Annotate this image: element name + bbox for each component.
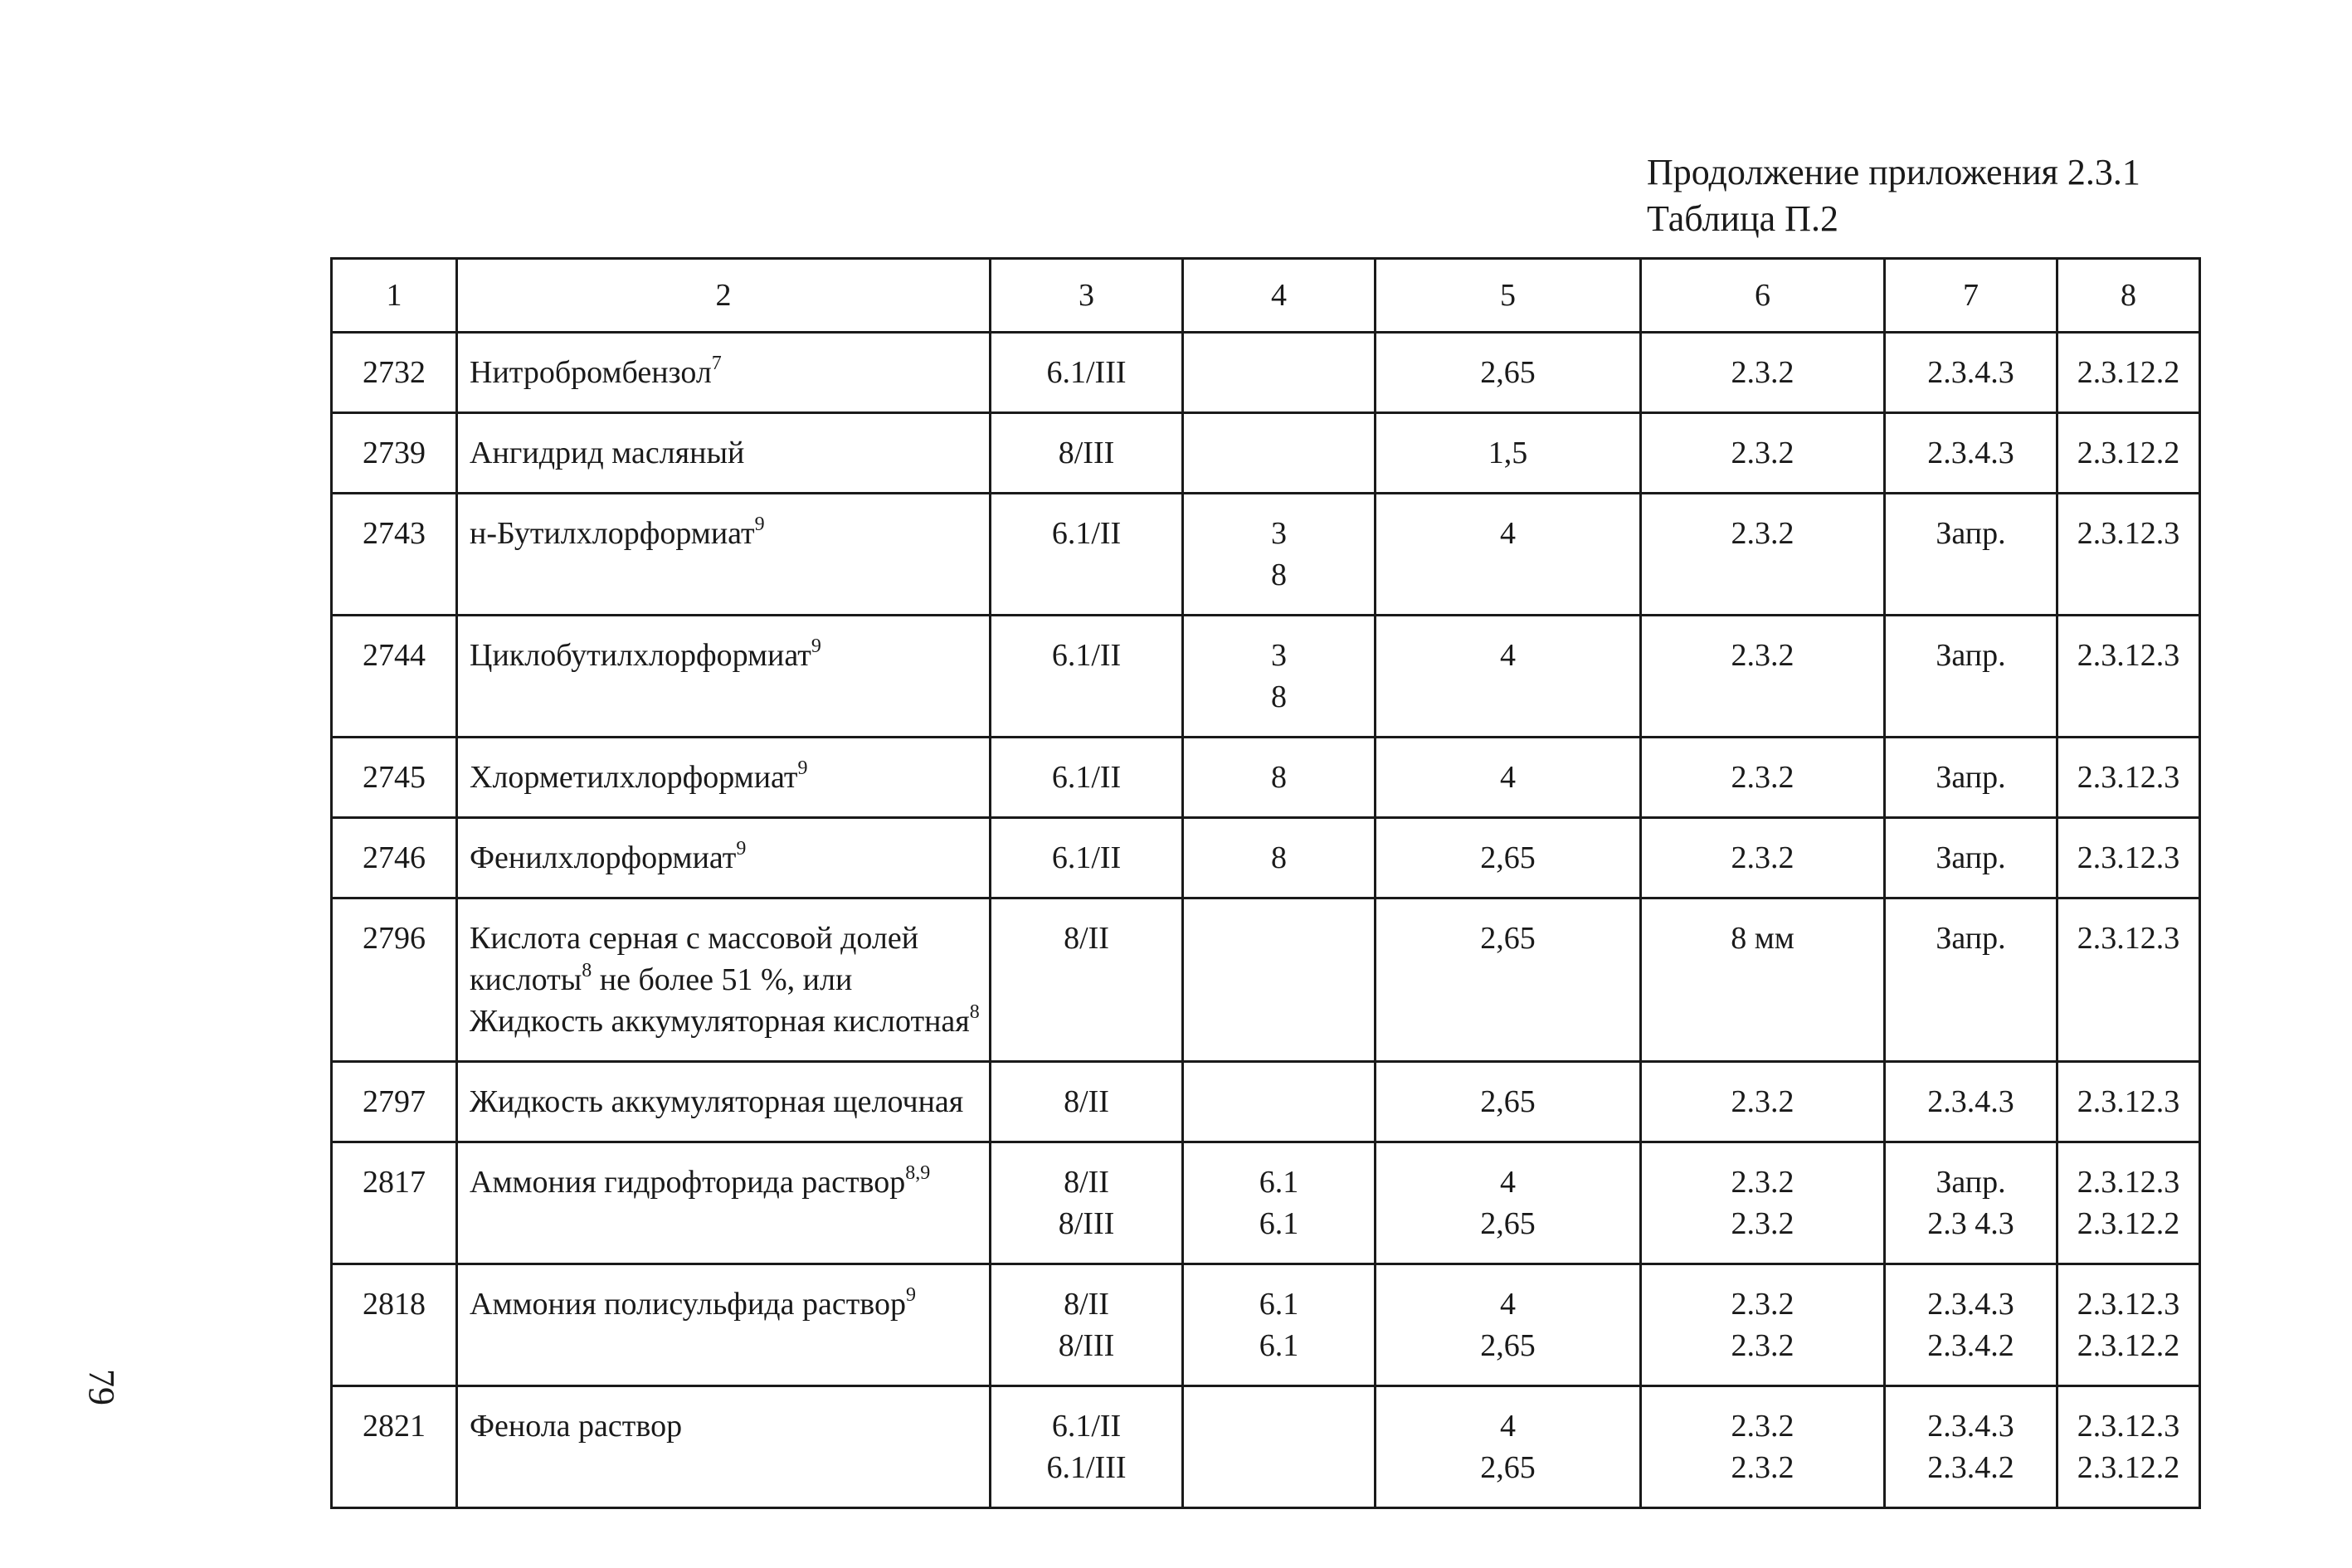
cell-value: 2.3.12.2: [2077, 1328, 2180, 1363]
page-number: 79: [81, 1369, 122, 1405]
column-7-cell: [1885, 818, 2057, 898]
un-number-cell: 2745: [332, 738, 457, 818]
column-3-cell: [991, 1062, 1183, 1142]
cell-value: 8: [1271, 760, 1287, 795]
cell-value: 2.3.12.2: [2077, 1450, 2180, 1485]
cell-value: 2.3.4.2: [1927, 1450, 2014, 1485]
cell-value: Запр.: [1936, 840, 2006, 875]
table-row: [332, 1062, 2200, 1142]
cell-value: 6.1/II: [1051, 638, 1122, 673]
column-7-cell: [1885, 413, 2057, 494]
un-number-cell: 2746: [332, 818, 457, 898]
cell-value: 6.1/III: [1046, 355, 1127, 390]
column-5-cell: [1376, 494, 1641, 616]
cell-value: 2,65: [1480, 355, 1536, 390]
cell-value: 2.3.4.2: [1927, 1328, 2014, 1363]
column-4-cell: [1183, 818, 1376, 898]
column-8-cell: [2057, 818, 2200, 898]
footnote-ref: 9: [797, 757, 808, 779]
column-6-cell: [1641, 1062, 1885, 1142]
cell-value: 4: [1500, 1287, 1516, 1322]
cell-value: 2.3.2: [1731, 1287, 1794, 1322]
column-6-cell: [1641, 1264, 1885, 1386]
substance-name-cell: [457, 1264, 991, 1386]
substance-name-cell: [457, 738, 991, 818]
substances-table: [330, 257, 2201, 1509]
column-7-cell: [1885, 1142, 2057, 1264]
column-8-cell: [2057, 898, 2200, 1062]
cell-value: 2.3.12.3: [2077, 516, 2180, 551]
table-label: Таблица П.2: [1647, 198, 1838, 239]
table-row: [332, 738, 2200, 818]
substance-name: Фенилхлорформиат: [470, 840, 737, 875]
substance-name: Циклобутилхлорформиат: [470, 638, 811, 673]
table-header-row: [332, 259, 2200, 333]
cell-value: Запр.: [1936, 921, 2006, 956]
cell-value: 2.3.12.3: [2077, 638, 2180, 673]
column-8-cell: [2057, 333, 2200, 413]
cell-value: 8/II: [1064, 921, 1109, 956]
column-4-cell: [1183, 1264, 1376, 1386]
column-header-8: 8: [2057, 259, 2200, 333]
cell-value: 6.1/II: [1051, 516, 1122, 551]
un-number-cell: 2797: [332, 1062, 457, 1142]
un-number-cell: 2743: [332, 494, 457, 616]
column-6-cell: [1641, 1142, 1885, 1264]
table-row: [332, 1386, 2200, 1508]
substance-name: Ангидрид масляный: [470, 436, 745, 470]
cell-value: 8 мм: [1731, 921, 1794, 956]
column-3-cell: [991, 738, 1183, 818]
cell-value: 6.1: [1259, 1165, 1299, 1200]
cell-value: 8/III: [1058, 1206, 1115, 1241]
table-row: [332, 1264, 2200, 1386]
table-row: [332, 494, 2200, 616]
column-7-cell: [1885, 898, 2057, 1062]
column-3-cell: [991, 818, 1183, 898]
cell-value: 8: [1271, 558, 1287, 592]
cell-value: 8: [1271, 679, 1287, 714]
footnote-ref: 8,9: [905, 1162, 931, 1184]
column-4-cell: [1183, 1062, 1376, 1142]
cell-value: 2.3.12.3: [2077, 760, 2180, 795]
footnote-ref: 8: [969, 1001, 980, 1023]
column-header-4: 4: [1183, 259, 1376, 333]
cell-value: 2.3.12.3: [2077, 921, 2180, 956]
cell-value: 8/II: [1064, 1084, 1109, 1119]
column-6-cell: [1641, 818, 1885, 898]
column-6-cell: [1641, 1386, 1885, 1508]
column-7-cell: [1885, 1062, 2057, 1142]
column-5-cell: [1376, 898, 1641, 1062]
cell-value: 2,65: [1480, 1084, 1536, 1119]
column-4-cell: [1183, 616, 1376, 738]
cell-value: 2.3.4.3: [1927, 436, 2014, 470]
column-header-2: 2: [457, 259, 991, 333]
footnote-ref: 7: [711, 353, 722, 374]
table-row: [332, 818, 2200, 898]
table-heading: [1647, 149, 2140, 242]
substance-name: Аммония гидрофторида раствор: [470, 1165, 906, 1200]
column-3-cell: [991, 494, 1183, 616]
column-5-cell: [1376, 738, 1641, 818]
column-8-cell: [2057, 1386, 2200, 1508]
column-5-cell: [1376, 1142, 1641, 1264]
substance-name-cell: [457, 333, 991, 413]
cell-value: 2.3.12.3: [2077, 1084, 2180, 1119]
substance-name-cell: [457, 818, 991, 898]
cell-value: 2.3.12.3: [2077, 1287, 2180, 1322]
footnote-ref: 8: [582, 960, 592, 981]
column-7-cell: [1885, 333, 2057, 413]
cell-value: 2.3 4.3: [1927, 1206, 2014, 1241]
column-header-1: 1: [332, 259, 457, 333]
cell-value: 8/II: [1064, 1165, 1109, 1200]
column-8-cell: [2057, 738, 2200, 818]
substance-name: Жидкость аккумуляторная щелочная: [470, 1084, 964, 1119]
cell-value: 4: [1500, 516, 1516, 551]
cell-value: 2.3.2: [1731, 1206, 1794, 1241]
table-row: [332, 1142, 2200, 1264]
column-7-cell: [1885, 1264, 2057, 1386]
appendix-continuation-title: Продолжение приложения 2.3.1: [1647, 152, 2140, 192]
cell-value: 3: [1271, 516, 1287, 551]
footnote-ref: 9: [906, 1284, 916, 1306]
column-3-cell: [991, 898, 1183, 1062]
column-4-cell: [1183, 333, 1376, 413]
cell-value: 2.3.2: [1731, 1409, 1794, 1444]
cell-value: 2.3.2: [1731, 1165, 1794, 1200]
cell-value: 2,65: [1480, 840, 1536, 875]
column-8-cell: [2057, 1142, 2200, 1264]
cell-value: 2,65: [1480, 1328, 1536, 1363]
cell-value: 2,65: [1480, 921, 1536, 956]
cell-value: Запр.: [1936, 516, 2006, 551]
cell-value: 4: [1500, 638, 1516, 673]
cell-value: 2.3.2: [1731, 516, 1794, 551]
un-number-cell: 2739: [332, 413, 457, 494]
substance-name: Аммония полисульфида раствор: [470, 1287, 906, 1322]
column-header-5: 5: [1376, 259, 1641, 333]
un-number-cell: 2817: [332, 1142, 457, 1264]
column-4-cell: [1183, 1386, 1376, 1508]
un-number-cell: 2821: [332, 1386, 457, 1508]
table-row: [332, 616, 2200, 738]
cell-value: 2.3.12.3: [2077, 1165, 2180, 1200]
cell-value: Запр.: [1936, 1165, 2006, 1200]
column-4-cell: [1183, 494, 1376, 616]
cell-value: 2.3.12.2: [2077, 355, 2180, 390]
column-5-cell: [1376, 616, 1641, 738]
column-8-cell: [2057, 494, 2200, 616]
cell-value: 4: [1500, 1409, 1516, 1444]
substance-name-cell: [457, 616, 991, 738]
column-6-cell: [1641, 333, 1885, 413]
un-number-cell: 2796: [332, 898, 457, 1062]
cell-value: 6.1/II: [1051, 840, 1122, 875]
column-5-cell: [1376, 1264, 1641, 1386]
substance-name-cell: [457, 413, 991, 494]
cell-value: 2.3.2: [1731, 638, 1794, 673]
cell-value: 1,5: [1488, 436, 1528, 470]
column-3-cell: [991, 333, 1183, 413]
cell-value: 2.3.2: [1731, 840, 1794, 875]
column-6-cell: [1641, 738, 1885, 818]
cell-value: 6.1/II: [1051, 1409, 1122, 1444]
cell-value: 6.1: [1259, 1206, 1299, 1241]
cell-value: 2.3.12.2: [2077, 1206, 2180, 1241]
column-6-cell: [1641, 616, 1885, 738]
column-3-cell: [991, 1386, 1183, 1508]
column-5-cell: [1376, 818, 1641, 898]
footnote-ref: 9: [736, 838, 747, 859]
column-6-cell: [1641, 413, 1885, 494]
substance-name-cell: Кислота серная с массовой долей кислоты$^8$ не более 51 %, или Жидкость аккумуляторная кислотная$^8$: [457, 898, 991, 1062]
footnote-ref: 9: [754, 514, 765, 535]
substance-name: н-Бутилхлорформиат: [470, 516, 755, 551]
column-4-cell: [1183, 738, 1376, 818]
cell-value: 8/III: [1058, 1328, 1115, 1363]
cell-value: 8/II: [1064, 1287, 1109, 1322]
column-8-cell: [2057, 413, 2200, 494]
footnote-ref: 9: [811, 635, 821, 657]
column-header-7: 7: [1885, 259, 2057, 333]
column-7-cell: [1885, 494, 2057, 616]
column-5-cell: [1376, 1386, 1641, 1508]
cell-value: 2.3.4.3: [1927, 1287, 2014, 1322]
cell-value: 2.3.2: [1731, 355, 1794, 390]
cell-value: 2.3.2: [1731, 1450, 1794, 1485]
cell-value: 6.1: [1259, 1328, 1299, 1363]
cell-value: 4: [1500, 1165, 1516, 1200]
column-8-cell: [2057, 616, 2200, 738]
table-row: [332, 333, 2200, 413]
column-5-cell: [1376, 413, 1641, 494]
cell-value: 2.3.4.3: [1927, 1409, 2014, 1444]
cell-value: 2.3.12.3: [2077, 1409, 2180, 1444]
cell-value: 4: [1500, 760, 1516, 795]
cell-value: 2.3.2: [1731, 436, 1794, 470]
cell-value: Запр.: [1936, 638, 2006, 673]
cell-value: 6.1/III: [1046, 1450, 1127, 1485]
cell-value: 2.3.12.2: [2077, 436, 2180, 470]
cell-value: 6.1/II: [1051, 760, 1122, 795]
column-7-cell: [1885, 738, 2057, 818]
column-7-cell: [1885, 616, 2057, 738]
column-header-3: 3: [991, 259, 1183, 333]
cell-value: 2.3.2: [1731, 760, 1794, 795]
column-4-cell: [1183, 1142, 1376, 1264]
cell-value: 2.3.2: [1731, 1328, 1794, 1363]
column-3-cell: [991, 1142, 1183, 1264]
substance-name-cell: [457, 494, 991, 616]
cell-value: 2,65: [1480, 1206, 1536, 1241]
substance-name-cell: [457, 1142, 991, 1264]
cell-value: 8: [1271, 840, 1287, 875]
cell-value: 2.3.2: [1731, 1084, 1794, 1119]
column-5-cell: [1376, 333, 1641, 413]
substance-name-cell: [457, 1062, 991, 1142]
column-5-cell: [1376, 1062, 1641, 1142]
column-4-cell: [1183, 898, 1376, 1062]
table-row: [332, 898, 2200, 1062]
column-3-cell: [991, 1264, 1183, 1386]
substance-name: Фенола раствор: [470, 1409, 683, 1444]
cell-value: 6.1: [1259, 1287, 1299, 1322]
table-body: [332, 259, 2200, 1508]
cell-value: 2.3.12.3: [2077, 840, 2180, 875]
cell-value: Запр.: [1936, 760, 2006, 795]
substance-name: Нитробромбензол: [470, 355, 712, 390]
substance-name-cell: [457, 1386, 991, 1508]
cell-value: 8/III: [1058, 436, 1115, 470]
column-6-cell: [1641, 494, 1885, 616]
cell-value: 3: [1271, 638, 1287, 673]
column-3-cell: [991, 616, 1183, 738]
un-number-cell: 2732: [332, 333, 457, 413]
column-header-6: 6: [1641, 259, 1885, 333]
cell-value: 2.3.4.3: [1927, 1084, 2014, 1119]
column-8-cell: [2057, 1062, 2200, 1142]
column-8-cell: [2057, 1264, 2200, 1386]
cell-value: 2.3.4.3: [1927, 355, 2014, 390]
column-7-cell: [1885, 1386, 2057, 1508]
table-row: [332, 413, 2200, 494]
column-6-cell: [1641, 898, 1885, 1062]
substance-name: Хлорметилхлорформиат: [470, 760, 798, 795]
un-number-cell: 2818: [332, 1264, 457, 1386]
cell-value: 2,65: [1480, 1450, 1536, 1485]
column-4-cell: [1183, 413, 1376, 494]
un-number-cell: 2744: [332, 616, 457, 738]
column-3-cell: [991, 413, 1183, 494]
